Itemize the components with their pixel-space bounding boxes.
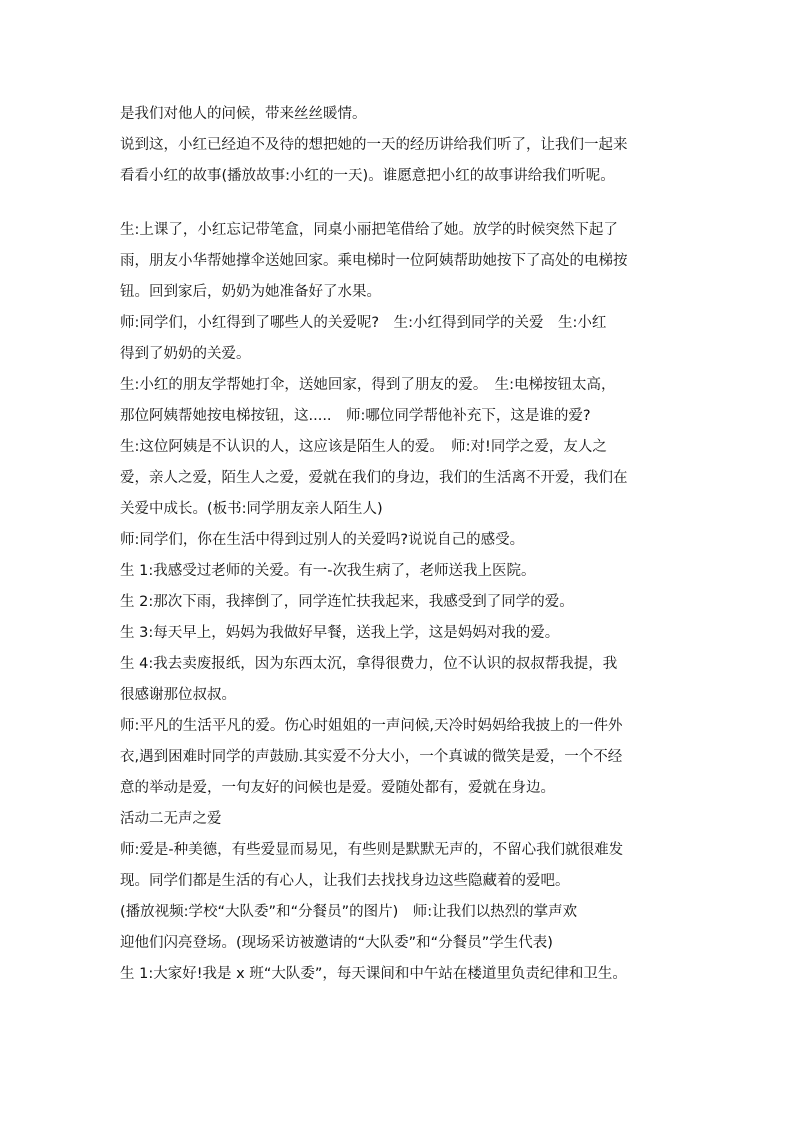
text-line: 生 3:每天早上，妈妈为我做好早餐，送我上学，这是妈妈对我的爱。: [120, 625, 560, 641]
text-line: 师:爱是-种美德，有些爱显而易见，有些则是默默无声的，不留心我们就很难发: [120, 842, 624, 858]
text-line: 很感谢那位叔叔。: [120, 687, 236, 703]
text-line: 生:这位阿姨是不认识的人，这应该是陌生人的爱。 师:对!同学之爱，友人之: [120, 439, 607, 455]
text-line: 师:平凡的生活平凡的爱。伤心时姐姐的一声问候,天冷时妈妈给我披上的一件外: [120, 718, 623, 734]
text-line: 说到这，小红已经迫不及待的想把她的一天的经历讲给我们听了，让我们一起来: [120, 137, 628, 153]
text-line: 衣,遇到困难时同学的声鼓励.其实爱不分大小，一个真诚的微笑是爱，一个不经: [120, 749, 623, 765]
text-line: 生:小红的朋友学帮她打伞，送她回家，得到了朋友的爱。 生:电梯按钮太高，: [120, 377, 616, 393]
text-line: (播放视频:学校“大队委”和“分餐员”的图片) 师:让我们以热烈的掌声欢: [120, 904, 578, 920]
text-line: 生 4:我去卖废报纸，因为东西太沉，拿得很费力，位不认识的叔叔帮我提，我: [120, 656, 618, 672]
text-line: 迎他们闪亮登场。(现场采访被邀请的“大队委”和“分餐员”学生代表): [120, 935, 553, 951]
text-line: 生 1:大家好!我是 x 班“大队委”，每天课间和中午站在楼道里负责纪律和卫生。: [120, 966, 627, 982]
text-line: 是我们对他人的问候，带来丝丝暖情。: [120, 106, 367, 122]
text-line: 关爱中成长。(板书:同学朋友亲人陌生人): [120, 501, 383, 517]
section-heading: 活动二无声之爱: [120, 811, 222, 827]
text-line: 生 2:那次下雨，我摔倒了，同学连忙扶我起来，我感受到了同学的爱。: [120, 594, 574, 610]
text-line: 生 1:我感受过老师的关爱。有一-次我生病了，老师送我上医院。: [120, 563, 536, 579]
text-line: 那位阿姨帮她按电梯按钮，这..... 师:哪位同学帮他补充下，这是谁的爱?: [120, 408, 591, 424]
paragraph-gap: [120, 192, 676, 215]
text-line: 意的举动是爱，一句友好的问候也是爱。爱随处都有，爱就在身边。: [120, 780, 555, 796]
document-body: [120, 99, 676, 990]
text-line: 雨，朋友小华帮她撑伞送她回家。乘电梯时一位阿姨帮助她按下了高处的电梯按: [120, 253, 628, 269]
text-line: 生:上课了，小红忘记带笔盒，同桌小丽把笔借给了她。放学的时候突然下起了: [120, 222, 618, 238]
text-line: 现。同学们都是生活的有心人，让我们去找找身边这些隐藏着的爱吧。: [120, 873, 570, 889]
text-line: 师:同学们，你在生活中得到过别人的关爱吗?说说自己的感受。: [120, 532, 525, 548]
text-line: 得到了奶奶的关爱。: [120, 346, 251, 362]
text-line: 爱，亲人之爱，陌生人之爱，爱就在我们的身边，我们的生活离不开爱，我们在: [120, 470, 628, 486]
text-line: 师:同学们，小红得到了哪些人的关爱呢? 生:小红得到同学的关爱 生:小红: [120, 315, 607, 331]
text-line: 钮。回到家后，奶奶为她准备好了水果。: [120, 284, 381, 300]
text-line: 看看小红的故事(播放故事:小红的一天)。谁愿意把小红的故事讲给我们听呢。: [120, 168, 615, 184]
